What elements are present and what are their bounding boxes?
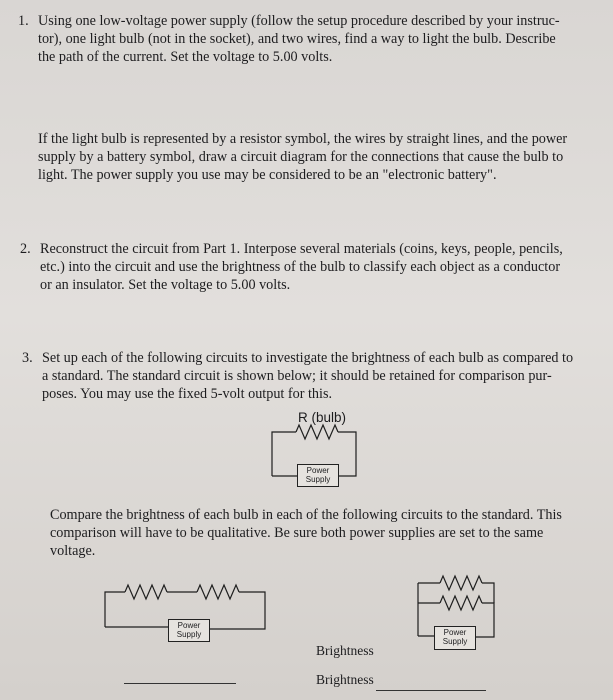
question-number: 3. (22, 350, 33, 366)
power-supply-label: Supply (305, 475, 331, 484)
power-supply-label: Power (177, 621, 201, 630)
question-number: 1. (18, 13, 29, 29)
parallel-branch-wire (482, 583, 494, 603)
power-supply-label: Power (306, 466, 330, 475)
text-line: etc.) into the circuit and use the brightness of the bulb to classify each object as a conductor (40, 259, 561, 275)
text-line: supply by a battery symbol, draw a circuit diagram for the connections that cause the bulb to (38, 149, 564, 165)
text-line: Using one low-voltage power supply (follow the setup procedure described by your instruc- (38, 13, 560, 29)
parallel-resistor-symbol-1 (440, 576, 482, 590)
text-line: or an insulator. Set the voltage to 5.00 volts. (40, 277, 291, 293)
brightness-answer-blank-parallel (376, 690, 486, 691)
parallel-branch-wire (474, 603, 494, 637)
power-supply-label: Supply (176, 630, 202, 639)
text-line: the path of the current. Set the voltage to 5.00 volts. (38, 49, 333, 65)
text-line: voltage. (50, 543, 96, 559)
text-line: If the light bulb is represented by a resistor symbol, the wires by straight lines, and the power (38, 131, 568, 147)
standard-resistor-label: R (bulb) (298, 410, 347, 425)
parallel-resistor-symbol-2 (440, 596, 482, 610)
text-line: comparison will have to be qualitative. Be sure both power supplies are set to the same (50, 525, 544, 541)
brightness-label-parallel: Brightness (316, 672, 374, 687)
text-line: a standard. The standard circuit is shown below; it should be retained for comparison pur- (42, 368, 552, 384)
power-supply-label: Power (443, 628, 467, 637)
power-supply-label: Supply (442, 637, 468, 646)
text-line: tor), one light bulb (not in the socket), and two wires, find a way to light the bulb. Describe (38, 31, 556, 47)
text-line: Set up each of the following circuits to investigate the brightness of each bulb as compared to (42, 350, 574, 366)
parallel-power-supply (434, 626, 476, 650)
text-line: light. The power supply you use may be considered to be an "electronic battery". (38, 167, 497, 183)
brightness-label-series: Brightness (316, 643, 374, 658)
question-number: 2. (20, 241, 31, 257)
text-line: Reconstruct the circuit from Part 1. Interpose several materials (coins, keys, people, pencils, (40, 241, 563, 257)
text-line: poses. You may use the fixed 5-volt output for this. (42, 386, 333, 402)
text-line: Compare the brightness of each bulb in each of the following circuits to the standard. This (50, 507, 562, 523)
